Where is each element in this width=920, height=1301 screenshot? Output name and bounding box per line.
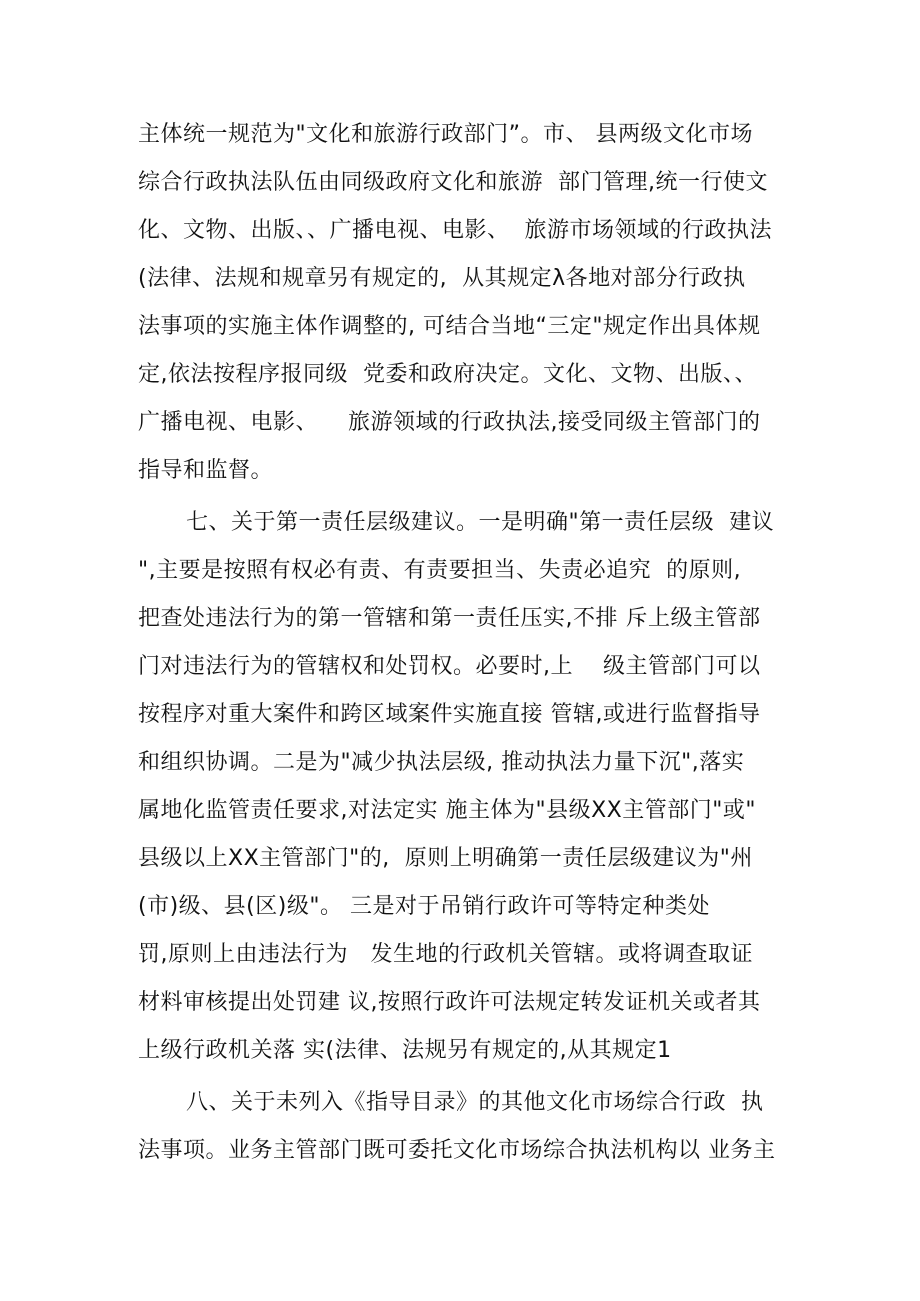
text-line-16: 县级以上XX主管部门"的, 原则上明确第一责任层级建议为"州	[138, 846, 753, 871]
text-line-5: 法事项的实施主体作调整的, 可结合当地“三定"规定作出具体规	[138, 314, 761, 339]
text-line-10: ",主要是按照有权必有责、有责要担当、失责必追究 的原则,	[138, 558, 742, 583]
text-line-14: 和组织协调。二是为"减少执法层级, 推动执法力量下沉",落实	[138, 750, 745, 775]
paragraph-8-line-1: 八、关于未列入《指导目录》的其他文化市场综合行政 执	[186, 1090, 764, 1115]
text-line-18: 罚,原则上由违法行为 发生地的行政机关管辖。或将调查取证	[138, 942, 753, 967]
text-line-11: 把查处违法行为的第一管辖和第一责任压实,不排 斥上级主管部	[138, 606, 761, 631]
text-line-7: 广播电视、电影、 旅游领域的行政执法,接受同级主管部门的	[138, 410, 761, 435]
text-line-17: (市)级、县(区)级"。 三是对于吊销行政许可等特定种类处	[138, 894, 710, 919]
text-line-13: 按程序对重大案件和跨区域案件实施直接 管辖,或进行监督指导	[138, 702, 761, 727]
text-line-1: 主体统一规范为"文化和旅游行政部门”。市、 县两级文化市场	[138, 122, 754, 147]
text-line-3: 化、文物、出版、、广播电视、电影、 旅游市场领域的行政执法	[138, 218, 772, 243]
text-line-4: (法律、法规和规章另有规定的, 从其规定λ各地对部分行政执	[138, 266, 746, 291]
text-line-6: 定,依法按程序报同级 党委和政府决定。文化、文物、出版、、	[138, 362, 757, 387]
text-line-19: 材料审核提出处罚建 议,按照行政许可法规定转发证机关或者其	[138, 990, 761, 1015]
text-line-12: 门对违法行为的管辖权和处罚权。必要时,上 级主管部门可以	[138, 654, 761, 679]
text-line-2: 综合行政执法队伍由同级政府文化和旅游 部门管理,统一行使文	[138, 170, 768, 195]
text-line-22: 法事项。业务主管部门既可委托文化市场综合执法机构以 业务主	[138, 1138, 776, 1163]
text-line-8: 指导和监督。	[138, 458, 274, 483]
text-line-15: 属地化监管责任要求,对法定实 施主体为"县级XX主管部门"或"	[138, 798, 756, 823]
text-line-20: 上级行政机关落 实(法律、法规另有规定的,从其规定1	[138, 1038, 672, 1063]
paragraph-7-line-1: 七、关于第一责任层级建议。一是明确"第一责任层级 建议	[186, 510, 775, 535]
